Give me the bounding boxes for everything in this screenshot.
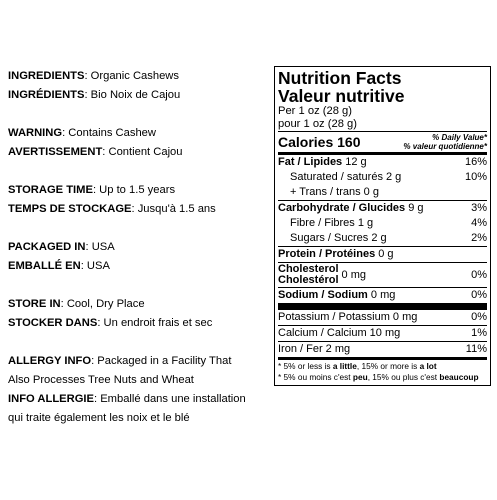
iron-label: Iron / Fer 2 mg — [278, 343, 351, 355]
saturated-row — [278, 170, 487, 185]
spacer — [8, 162, 270, 181]
potassium-dv: 0% — [471, 311, 487, 323]
store-label: STORE IN — [8, 298, 61, 310]
fibre-dv: 4% — [471, 217, 487, 229]
ingredients-fr-line — [8, 86, 270, 105]
fibre-row — [278, 216, 487, 231]
footnote-fr-text-2: , 15% ou plus c'est — [367, 372, 440, 382]
store-fr-line — [8, 314, 270, 333]
ingredients-value: : Organic Cashews — [84, 70, 179, 82]
product-info — [8, 67, 270, 428]
warning-label: WARNING — [8, 127, 63, 139]
sugars-row — [278, 231, 487, 246]
cholesterol-label-en: Cholesterol — [278, 263, 339, 275]
carbohydrate-row — [278, 201, 487, 216]
footnote-en — [278, 360, 487, 371]
allergy-value-2: Also Processes Tree Nuts and Wheat — [8, 374, 194, 386]
protein-amount: 0 g — [375, 248, 394, 260]
packaged-label: PACKAGED IN — [8, 241, 86, 253]
storage-label: STORAGE TIME — [8, 184, 93, 196]
daily-value-header — [403, 133, 487, 151]
carbohydrate-label: Carbohydrate / Glucides — [278, 202, 406, 214]
store-line — [8, 295, 270, 314]
fibre-label: Fibre / Fibres 1 g — [290, 217, 374, 229]
fat-row — [278, 155, 487, 170]
warning-fr-line — [8, 143, 270, 162]
fat-amount: 12 g — [342, 156, 367, 168]
cholesterol-label-fr: Cholestérol — [278, 274, 339, 286]
store-fr-label: STOCKER DANS — [8, 317, 98, 329]
fat-dv: 16% — [464, 156, 487, 168]
ingredients-label: INGREDIENTS — [8, 70, 85, 82]
calories: Calories 160 — [278, 134, 361, 150]
serving-size-fr: pour 1 oz (28 g) — [278, 118, 357, 130]
footnote-en-text: * 5% or less is — [278, 361, 333, 371]
footnote-fr-beaucoup: beaucoup — [439, 372, 479, 382]
storage-line — [8, 181, 270, 200]
sugars-dv: 2% — [471, 232, 487, 244]
warning-fr-label: AVERTISSEMENT — [8, 146, 103, 158]
ingredients-fr-value: : Bio Noix de Cajou — [84, 89, 181, 101]
divider — [278, 303, 487, 310]
storage-value: : Up to 1.5 years — [92, 184, 176, 196]
dv-header-en: % Daily Value* — [432, 133, 487, 142]
potassium-label: Potassium / Potassium 0 mg — [278, 311, 418, 323]
storage-fr-label: TEMPS DE STOCKAGE — [8, 203, 132, 215]
carbohydrate-dv: 3% — [471, 202, 487, 214]
packaged-fr-value: : USA — [80, 260, 110, 272]
potassium-row — [278, 310, 487, 325]
packaged-value: : USA — [85, 241, 115, 253]
packaged-line — [8, 238, 270, 257]
valeur-nutritive-title: Valeur nutritive — [278, 86, 405, 106]
trans-row — [278, 185, 487, 200]
packaged-fr-line — [8, 257, 270, 276]
calcium-row — [278, 326, 487, 341]
allergy-label: ALLERGY INFO — [8, 355, 92, 367]
nutrition-facts-panel — [274, 66, 491, 386]
iron-row — [278, 342, 487, 357]
saturated-label: Saturated / saturés 2 g — [290, 171, 402, 183]
calcium-dv: 1% — [471, 327, 487, 339]
sugars-label: Sugars / Sucres 2 g — [290, 232, 387, 244]
calories-row — [278, 132, 487, 152]
cholesterol-dv: 0% — [471, 268, 487, 281]
warning-value: : Contains Cashew — [62, 127, 156, 139]
cholesterol-row — [278, 263, 487, 287]
protein-row — [278, 247, 487, 262]
footnote-en-lot: a lot — [419, 361, 437, 371]
serving-size-en: Per 1 oz (28 g) — [278, 105, 352, 117]
storage-fr-line — [8, 200, 270, 219]
spacer — [8, 333, 270, 352]
allergy-line — [8, 352, 270, 371]
footnote-en-text-2: , 15% or more is — [356, 361, 420, 371]
allergy-line-2 — [8, 371, 270, 390]
store-value: : Cool, Dry Place — [60, 298, 145, 310]
dv-header-fr: % valeur quotidienne* — [403, 142, 487, 151]
warning-fr-value: : Contient Cajou — [102, 146, 183, 158]
cholesterol-amount: 0 mg — [341, 268, 366, 281]
spacer — [8, 219, 270, 238]
sodium-label: Sodium / Sodium — [278, 289, 368, 301]
sodium-amount: 0 mg — [367, 289, 396, 301]
trans-label: + Trans / trans 0 g — [290, 186, 379, 198]
allergy-fr-value-2: qui traite également les noix et le blé — [8, 412, 190, 424]
store-fr-value: : Un endroit frais et sec — [97, 317, 213, 329]
carbohydrate-amount: 9 g — [405, 202, 424, 214]
allergy-fr-line-2 — [8, 409, 270, 428]
sodium-row — [278, 288, 487, 303]
ingredients-line — [8, 67, 270, 86]
footnote-fr-peu: peu — [352, 372, 368, 382]
ingredients-fr-label: INGRÉDIENTS — [8, 89, 85, 101]
footnote-en-little: a little — [332, 361, 357, 371]
spacer — [8, 276, 270, 295]
saturated-dv: 10% — [464, 171, 487, 183]
nutrition-facts-title: Nutrition Facts — [278, 68, 402, 88]
spacer — [8, 105, 270, 124]
storage-fr-value: : Jusqu'à 1.5 ans — [131, 203, 216, 215]
footnote-fr-text: * 5% ou moins c'est — [278, 372, 353, 382]
allergy-value-1: : Packaged in a Facility That — [91, 355, 232, 367]
packaged-fr-label: EMBALLÉ EN — [8, 260, 81, 272]
sodium-dv: 0% — [471, 289, 487, 301]
allergy-fr-value-1: : Emballé dans une installation — [93, 393, 246, 405]
allergy-fr-label: INFO ALLERGIE — [8, 393, 94, 405]
footnote-fr — [278, 371, 487, 382]
allergy-fr-line — [8, 390, 270, 409]
fat-label: Fat / Lipides — [278, 156, 343, 168]
iron-dv: 11% — [465, 343, 487, 355]
protein-label: Protein / Protéines — [278, 248, 376, 260]
calcium-label: Calcium / Calcium 10 mg — [278, 327, 401, 339]
warning-line — [8, 124, 270, 143]
